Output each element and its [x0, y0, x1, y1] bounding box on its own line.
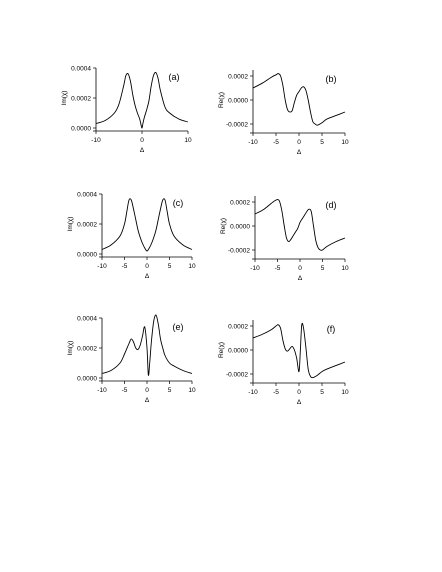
x-tick-label: 0 — [297, 139, 301, 146]
panel-a — [61, 65, 192, 154]
x-tick-label: 10 — [341, 389, 349, 396]
x-axis-label: Δ — [139, 147, 145, 154]
panel-f — [218, 320, 349, 406]
x-tick-label: -5 — [273, 389, 279, 396]
y-tick-label: 0.0000 — [77, 251, 97, 259]
y-tick-label: 0.0000 — [230, 223, 250, 231]
x-tick-label: -10 — [248, 139, 258, 146]
panel-c — [67, 191, 196, 280]
x-tick-label: 5 — [167, 263, 172, 270]
y-tick-label: 0.0004 — [77, 191, 97, 199]
y-tick-label: 0.0004 — [77, 315, 97, 323]
x-tick-label: -10 — [97, 387, 107, 394]
y-tick-label: 0.0000 — [228, 97, 248, 105]
panel-label: (b) — [325, 74, 337, 84]
y-tick-label: 0.0002 — [71, 95, 91, 103]
panel-e — [67, 315, 196, 404]
x-axis-label: Δ — [144, 273, 150, 280]
x-axis-label: Δ — [296, 399, 302, 406]
y-tick-label: -0.0002 — [225, 371, 248, 379]
y-tick-label: 0.0004 — [71, 65, 91, 73]
panel-label: (c) — [172, 198, 184, 208]
x-tick-label: -5 — [121, 263, 128, 270]
x-tick-label: 0 — [145, 263, 149, 270]
x-tick-label: 0 — [145, 387, 149, 394]
y-axis-label: Im(χ) — [67, 340, 74, 356]
x-tick-label: 10 — [341, 265, 349, 272]
x-axis-label: Δ — [296, 149, 302, 156]
y-axis-label: Re(χ) — [220, 217, 227, 235]
y-tick-label: 0.0002 — [230, 199, 250, 207]
y-tick-label: 0.0002 — [77, 345, 97, 353]
y-axis-label: Re(χ) — [218, 341, 225, 359]
y-tick-label: -0.0002 — [225, 121, 248, 129]
y-tick-label: 0.0000 — [77, 375, 97, 383]
x-tick-label: 5 — [167, 387, 172, 394]
x-tick-label: 10 — [184, 137, 192, 144]
x-tick-label: 10 — [188, 263, 196, 270]
panel-label: (e) — [172, 322, 184, 332]
x-tick-label: 5 — [320, 139, 324, 146]
x-axis-label: Δ — [144, 397, 150, 404]
y-tick-label: 0.0000 — [228, 347, 248, 355]
y-tick-label: -0.0002 — [227, 247, 250, 255]
x-tick-label: 0 — [297, 389, 301, 396]
x-tick-label: -5 — [273, 139, 279, 146]
x-tick-label: 0 — [140, 137, 144, 144]
x-tick-label: -10 — [248, 389, 258, 396]
x-tick-label: -5 — [121, 387, 128, 394]
panel-label: (d) — [325, 200, 337, 210]
x-tick-label: -10 — [91, 137, 101, 144]
x-tick-label: -10 — [250, 265, 260, 272]
y-tick-label: 0.0000 — [71, 125, 91, 133]
x-tick-label: 5 — [320, 389, 324, 396]
panel-label: (a) — [168, 72, 180, 82]
y-tick-label: 0.0002 — [77, 221, 97, 229]
x-tick-label: 10 — [341, 139, 349, 146]
y-axis-label: Im(χ) — [61, 90, 68, 106]
x-axis-label: Δ — [297, 275, 303, 282]
x-tick-label: -10 — [97, 263, 107, 270]
panel-b — [218, 70, 349, 156]
y-axis-label: Re(χ) — [218, 91, 225, 109]
x-tick-label: -5 — [274, 265, 281, 272]
y-tick-label: 0.0002 — [228, 323, 248, 331]
y-axis-label: Im(χ) — [67, 216, 74, 232]
x-tick-label: 10 — [188, 387, 196, 394]
x-tick-label: 5 — [320, 265, 325, 272]
panel-label: (f) — [326, 324, 336, 334]
x-tick-label: 0 — [298, 265, 302, 272]
y-tick-label: 0.0002 — [228, 73, 248, 81]
panel-d — [220, 196, 349, 282]
